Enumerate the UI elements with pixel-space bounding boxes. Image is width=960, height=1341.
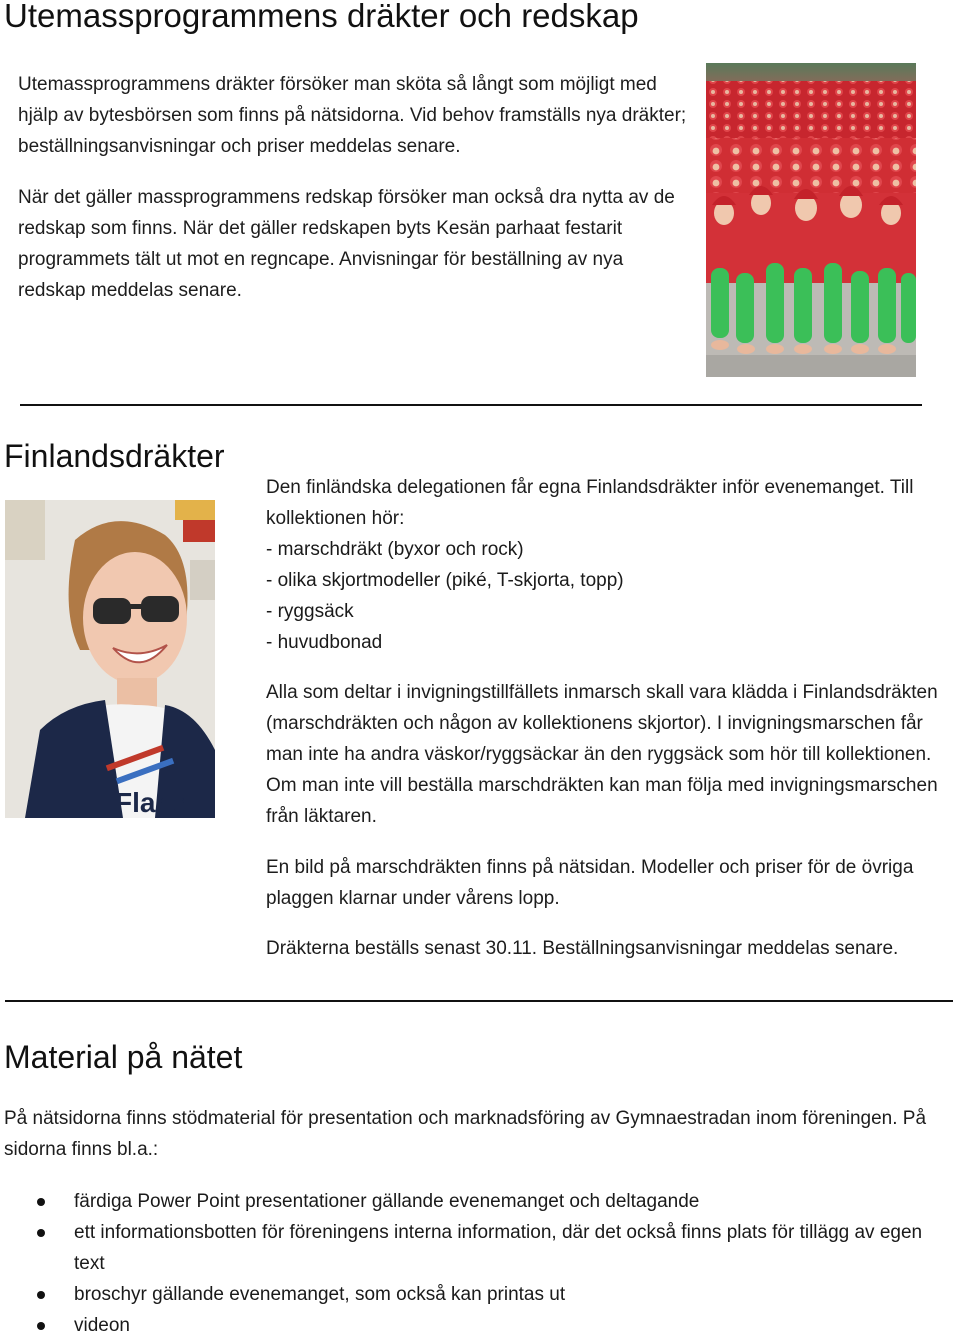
section-title-finlandsdrakter: Finlandsdräkter [4,438,225,474]
list-item-text: ett informationsbotten för föreningens interna information, där det också finns plats för tillägg av egen text [74,1222,923,1274]
list-item [0,1310,960,1341]
list-item-text: färdiga Power Point presentationer gällande evenemanget och deltagande [74,1191,700,1212]
list-item: - marschdräkt (byxor och rock) [266,539,524,560]
list-item [0,1217,960,1279]
list-item: - huvudbonad [266,632,383,653]
bullet-icon [37,1322,45,1330]
section-title-material: Material på nätet [4,1039,243,1075]
photo-girl-finland-costume [5,500,215,818]
bullet-icon [37,1291,45,1299]
list-item: - ryggsäck [266,601,354,622]
finland-order-paragraph: Dräkterna beställs senast 30.11. Beställningsanvisningar meddelas senare. [266,938,899,959]
section-divider [20,404,922,406]
list-item [0,1279,960,1310]
bullet-icon [37,1229,45,1237]
bullet-icon [37,1198,45,1206]
finland-picture-paragraph: En bild på marschdräkten finns på nätsidan. Modeller och priser för de övriga plaggen klarnar under vårens lopp. [266,857,914,909]
finland-intro-paragraph: Den finländska delegationen får egna Finlandsdräkter inför evenemanget. Till kollektionen hör: [266,477,914,529]
list-item [0,1186,960,1217]
list-item-text: broschyr gällande evenemanget, som också kan printas ut [74,1284,566,1305]
intro-paragraph-costumes: Utemassprogrammens dräkter försöker man sköta så långt som möjligt med hjälp av bytesbörsen som finns på nätsidorna. Vid behov framställs nya dräkter; beställningsanvisningar och priser meddelas senare. [18,74,687,157]
list-item-text: videon [74,1315,130,1336]
shirt-logo-text: Fland [115,787,190,818]
intro-paragraph-equipment: När det gäller massprogrammens redskap försöker man också dra nytta av de redskap som finns. När det gäller redskapen byts Kesän parhaat festarit programmets tält ut mot en regncape. Anvisningar för beställning av nya redskap meddelas senare. [18,187,675,301]
list-item: - olika skjortmodeller (piké, T-skjorta, topp) [266,570,624,591]
material-list [0,1186,960,1341]
page-title: Utemassprogrammens dräkter och redskap [4,0,639,34]
finland-collection-list [266,534,946,658]
section-divider [5,1000,953,1002]
material-intro-paragraph: På nätsidorna finns stödmaterial för presentation och marknadsföring av Gymnaestradan inom föreningen. På sidorna finns bl.a.: [4,1108,927,1160]
finland-march-paragraph: Alla som deltar i invigningstillfällets inmarsch skall vara klädda i Finlandsdräkten (marschdräkten och någon av kollektionens skjortor). I invigningsmarschen får man inte ha andra väskor/ryggsäckar än den ryggsäck som hör till kollektionen. Om man inte vill beställa marschdräkten kan man följa med invigningsmarschen från läktaren. [266,682,938,827]
photo-gymnasts-crowd [706,63,916,377]
